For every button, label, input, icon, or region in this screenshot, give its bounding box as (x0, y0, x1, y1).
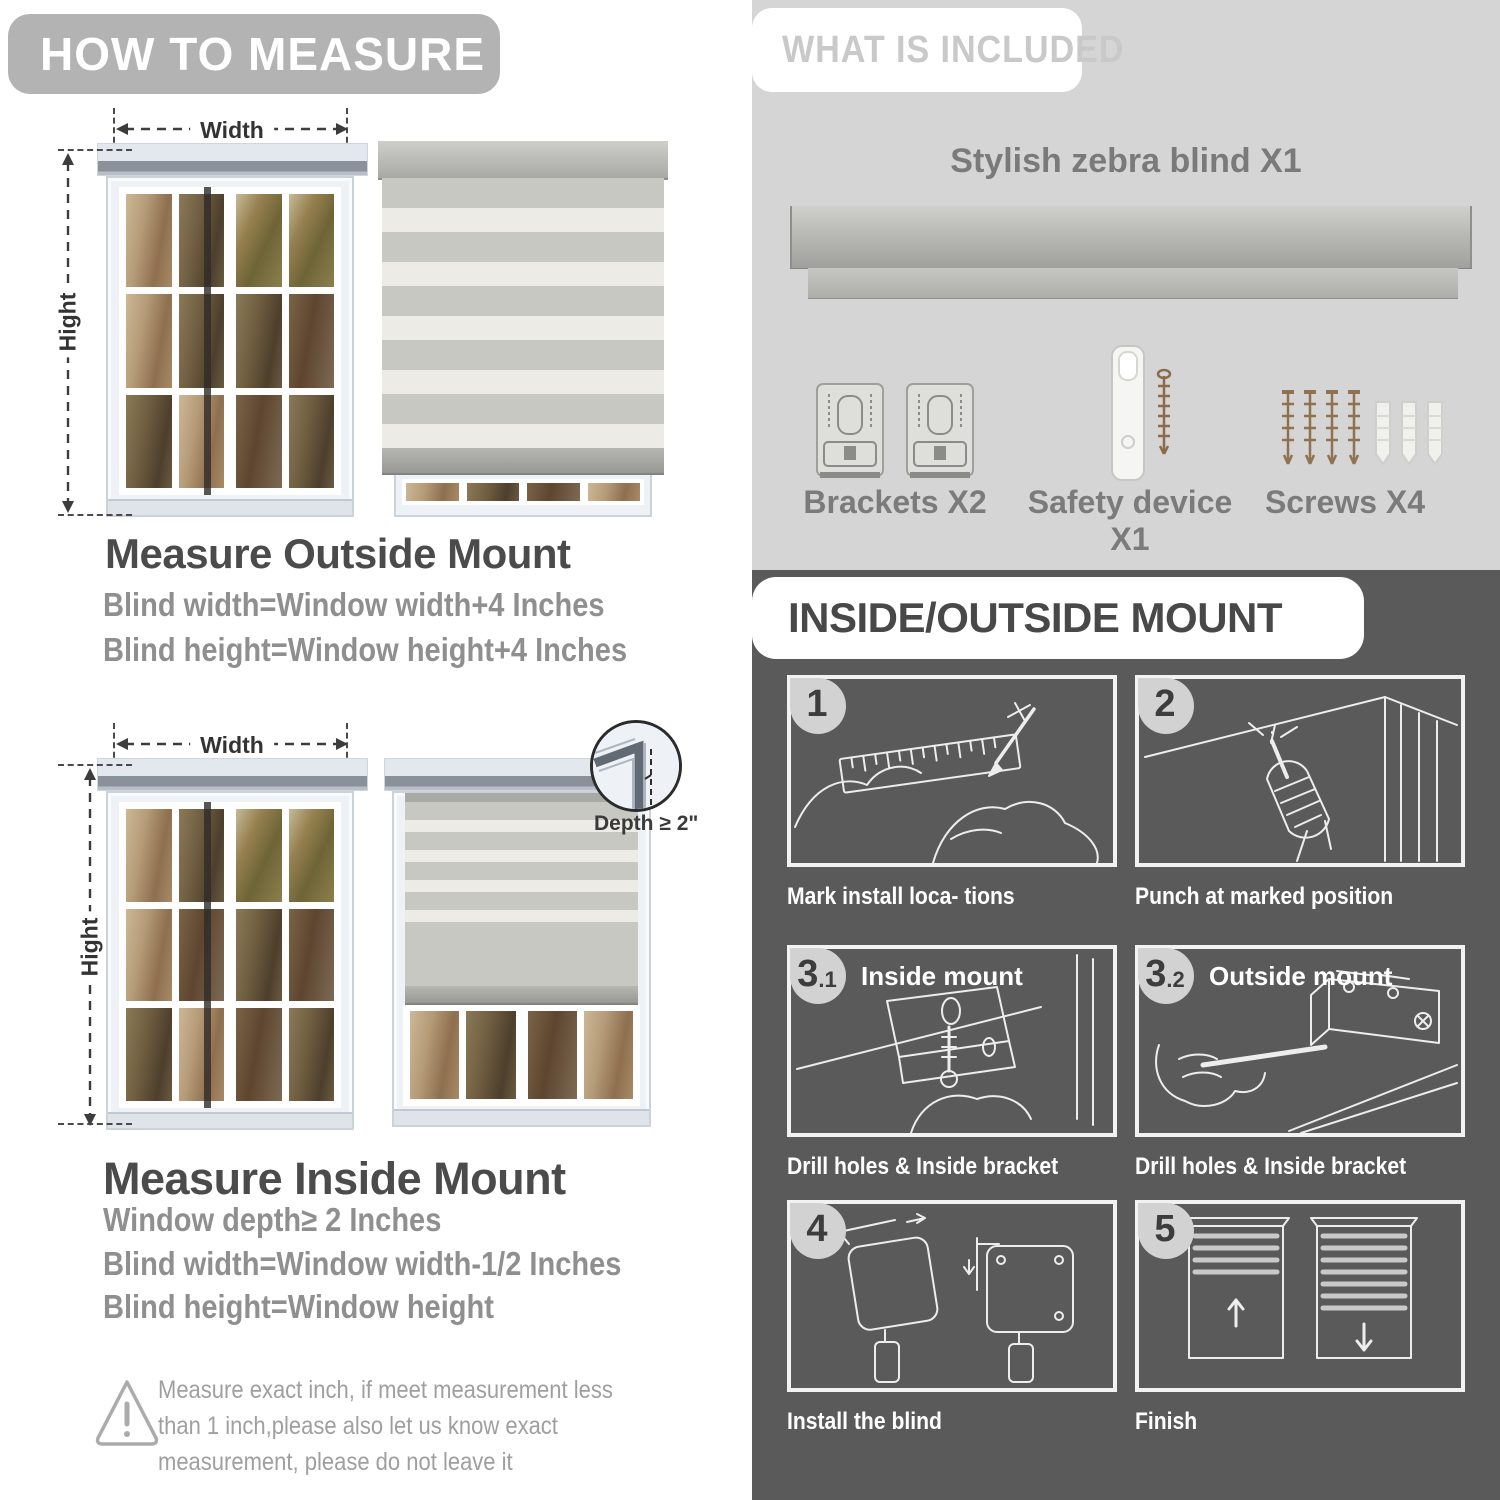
blind-headrail (378, 141, 668, 178)
what-is-included-panel (752, 0, 1500, 570)
height-tick-top (58, 764, 132, 766)
zebra-blind-headrail-image (790, 206, 1472, 268)
step-4-panel (787, 1200, 1117, 1435)
step-2-badge: 2 (1138, 678, 1194, 734)
step-3-1-title: Inside mount (861, 961, 1023, 991)
blind-bottom-rail (382, 448, 664, 473)
step-1-panel (787, 675, 1117, 910)
casement-right (236, 194, 334, 488)
brackets-label: Brackets X2 (803, 484, 987, 520)
window-casements (119, 187, 341, 495)
height-tick-top (58, 149, 132, 151)
window-photo (106, 176, 354, 517)
zebra-blind-roll-image (808, 268, 1458, 298)
window-photo (106, 791, 354, 1130)
window-sill (108, 1112, 352, 1128)
window-casements (403, 1004, 640, 1106)
brackets-icon (814, 380, 982, 484)
window-lintel (97, 758, 368, 791)
blind-zebra-stripes (382, 178, 664, 448)
step-4-caption: Install the blind (787, 1408, 942, 1435)
height-tick-bottom (58, 514, 132, 516)
step-1-caption: Mark install loca- tions (787, 883, 1015, 910)
casement-right (236, 809, 334, 1101)
depth-detail-circle (590, 720, 682, 812)
step-3-2-caption: Drill holes & Inside bracket (1135, 1153, 1407, 1180)
warning-triangle-icon (94, 1376, 160, 1450)
inside-rule-height: Blind height=Window height (103, 1288, 494, 1325)
what-is-included-header (752, 8, 1125, 92)
blind-solid-section (405, 938, 638, 986)
screws-label: Screws X4 (1264, 484, 1426, 520)
step-2-caption: Punch at marked position (1135, 883, 1394, 910)
height-dimension-label: Hight (76, 912, 105, 983)
screws-icon (1276, 376, 1446, 488)
step-3-1-panel (787, 945, 1117, 1180)
how-to-measure-title: HOW TO MEASURE (40, 28, 486, 80)
step-2-panel (1135, 675, 1465, 910)
step-3-2-title: Outside mount (1209, 961, 1393, 991)
window-lintel (97, 143, 368, 176)
width-dimension-label: Width (190, 116, 274, 145)
outside-rule-width: Blind width=Window width+4 Inches (103, 586, 605, 623)
window-casements (119, 802, 341, 1108)
step-4-badge: 4 (790, 1203, 846, 1259)
product-label: Stylish zebra blind X1 (950, 142, 1302, 180)
what-is-included-title: WHAT IS INCLUDED (782, 29, 1125, 71)
safety-device-label: Safety device X1 (1027, 484, 1233, 557)
window-sill (108, 499, 352, 515)
inside-rule-width: Blind width=Window width-1/2 Inches (103, 1245, 622, 1282)
window-photo (392, 791, 651, 1127)
window-sill (394, 1109, 649, 1125)
depth-label: Depth ≥ 2" (594, 812, 699, 835)
step-3-2-panel (1135, 945, 1465, 1180)
inside-outside-mount-title: INSIDE/OUTSIDE MOUNT (788, 594, 1283, 641)
window-corner-detail (593, 723, 679, 809)
inside-outside-mount-header (752, 577, 1364, 659)
step-3-1-badge: 3 .1 (790, 948, 846, 1004)
step-5-caption: Finish (1135, 1408, 1198, 1435)
outside-rule-height: Blind height=Window height+4 Inches (103, 631, 628, 668)
step-1-badge: 1 (790, 678, 846, 734)
blind-bottom-rail (405, 986, 638, 1003)
reflection-downpipe (204, 187, 211, 495)
outside-mounted-blind (378, 141, 668, 517)
inside-rule-depth: Window depth≥ 2 Inches (103, 1201, 442, 1238)
outside-mount-heading: Measure Outside Mount (105, 530, 571, 577)
step-5-panel (1135, 1200, 1465, 1435)
how-to-measure-header (8, 14, 500, 94)
right-column (752, 0, 1500, 1500)
inside-mount-heading: Measure Inside Mount (103, 1153, 566, 1204)
step-5-badge: 5 (1138, 1203, 1194, 1259)
height-dimension-label: Hight (54, 287, 83, 358)
width-dimension-label: Width (190, 731, 274, 760)
window-peek (394, 472, 652, 517)
reflection-downpipe (204, 802, 211, 1108)
warning-text: Measure exact inch, if meet measurement less than 1 inch,please also let us know exact measurement, please do not leave it (158, 1376, 613, 1476)
step-3-1-caption: Drill holes & Inside bracket (787, 1153, 1059, 1180)
step-3-2-badge: 3 .2 (1138, 948, 1194, 1004)
casement-right (528, 1011, 634, 1099)
casement-left (410, 1011, 516, 1099)
inside-outside-mount-panel (752, 570, 1500, 1500)
safety-device-icon (1098, 342, 1184, 488)
